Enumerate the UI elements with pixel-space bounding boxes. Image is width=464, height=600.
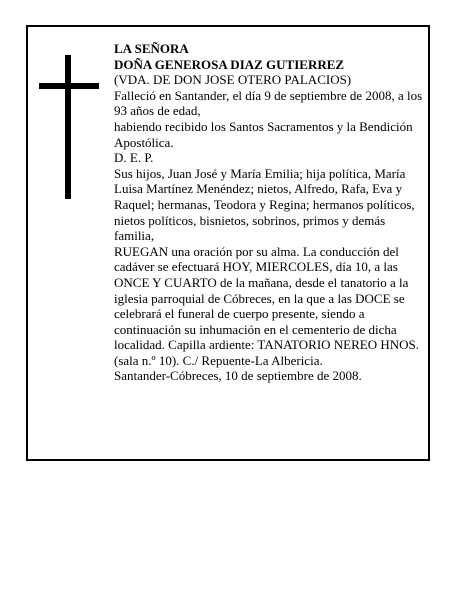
death-line: Falleció en Santander, el día 9 de septiembre de 2008, a los 93 años de edad,	[114, 87, 423, 119]
rip-line: D. E. P.	[114, 150, 154, 166]
cross-vertical-bar	[65, 55, 71, 199]
place-date-line: Santander-Cóbreces, 10 de septiembre de 2008.	[114, 368, 362, 384]
notice-heading: LA SEÑORA	[114, 41, 189, 56]
request-paragraph: RUEGAN una oración por su alma. La conducción del cadáver se efectuará HOY, MIERCOLES, día 10, a las ONCE Y CUARTO de la mañana, desde el tanatorio a la iglesia parroquial de Cóbreces, en la que a las DOCE se celebrará el funeral de cuerpo presente, siendo a continuación su inhumación en el cementerio de dicha localidad. Capilla ardiente: TANATORIO NEREO HNOS. (sala n.º 10). C./ Repuente-La Albericia.	[114, 243, 420, 368]
deceased-name: DOÑA GENEROSA DIAZ GUTIERREZ	[114, 56, 345, 72]
obituary-notice	[26, 25, 430, 461]
notice-text	[114, 41, 424, 384]
cross-icon	[39, 55, 99, 199]
widow-of-line: (VDA. DE DON JOSE OTERO PALACIOS)	[114, 72, 352, 88]
cross-horizontal-bar	[39, 83, 99, 89]
family-paragraph: Sus hijos, Juan José y María Emilia; hija política, María Luisa Martínez Menéndez; nietos, Alfredo, Rafa, Eva y Raquel; hermanas, Teodora y Regina; hermanos políticos, nietos políticos, bisnietos, sobrinos, primos y demás familia,	[114, 165, 415, 244]
sacraments-line: habiendo recibido los Santos Sacramentos y la Bendición Apostólica.	[114, 118, 413, 150]
